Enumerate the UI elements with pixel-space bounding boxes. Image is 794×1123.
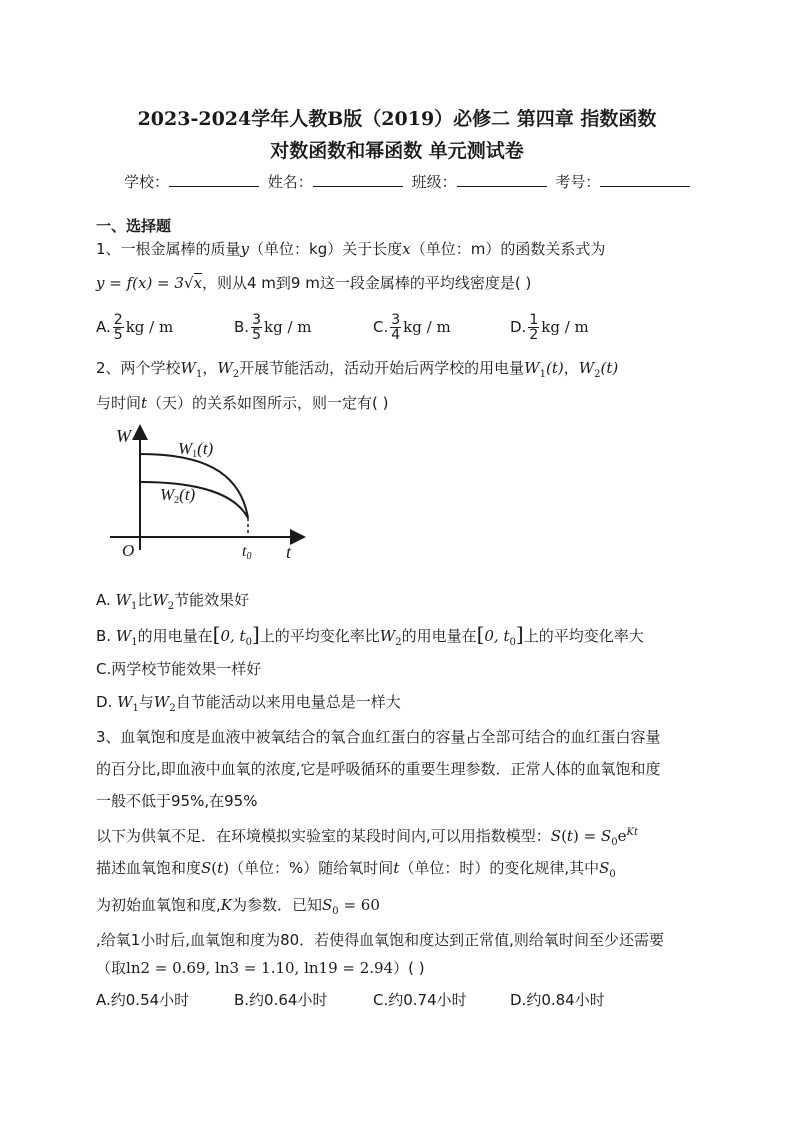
- q3-line5: 描述血氧饱和度S(t)（单位：%）随给氧时间t（单位：时）的变化规律,其中$S_0$: [96, 859, 616, 880]
- q3-option-d[interactable]: D.约0.84小时: [510, 991, 605, 1009]
- curve-w2-label: W2(t): [160, 485, 196, 506]
- q2-option-a[interactable]: A. $W_1$比$W_2$节能效果好: [96, 591, 250, 612]
- exam-title-line1: 2023-2024学年人教B版（2019）必修二 第四章 指数函数: [137, 108, 657, 130]
- q3-line8: （取ln2 = 0.69, ln3 = 1.10, ln19 = 2.94）( ): [96, 959, 425, 977]
- q1-line2: y = f(x) = 3√x，则从4 m到9 m这一段金属棒的平均线密度是( ): [96, 274, 532, 292]
- q3-line1: 3、血氧饱和度是血液中被氧结合的氧合血红蛋白的容量占全部可结合的血红蛋白容量: [96, 728, 661, 746]
- school-label: 学校：: [124, 173, 170, 191]
- q1-option-a[interactable]: A. $\frac{2}{5}$ kg / m: [96, 312, 174, 343]
- exam-no-label: 考号：: [555, 173, 601, 191]
- graph-origin-label: O: [122, 541, 135, 560]
- q2-line1: 2、两个学校$W_1$，$W_2$开展节能活动，活动开始后两学校的用电量$W_1(t)$，$W_2(t)$: [96, 359, 619, 380]
- q2-graph: [110, 420, 310, 560]
- q3-line6: 为初始血氧饱和度,K为参数．已知$S_0 = 60$: [96, 896, 380, 917]
- q2-line2: 与时间t（天）的关系如图所示，则一定有( ): [96, 394, 389, 412]
- section-heading: 一、选择题: [96, 217, 172, 235]
- q3-line2: 的百分比,即血液中血氧的浓度,它是呼吸循环的重要生理参数．正常人体的血氧饱和度: [96, 760, 661, 778]
- school-blank: [169, 172, 259, 187]
- exam-no-blank: [600, 172, 690, 187]
- q2-option-d[interactable]: D. $W_1$与$W_2$自节能活动以来用电量总是一样大: [96, 693, 401, 714]
- student-info-line: [124, 172, 694, 192]
- q1-option-d[interactable]: D. $\frac{1}{2}$ kg / m: [510, 312, 589, 343]
- exam-title-line2: 对数函数和幂函数 单元测试卷: [270, 140, 524, 162]
- q2-option-b[interactable]: B. $W_1$的用电量在[0, $t_0$]上的平均变化率比$W_2$的用电量在[0, $t_0$]上的平均变化率大: [96, 622, 644, 648]
- q3-line7: ,给氧1小时后,血氧饱和度为80．若使得血氧饱和度达到正常值,则给氧时间至少还需要: [96, 931, 664, 949]
- graph-t0-label: t0: [242, 543, 252, 560]
- curve-w1-label: W1(t): [178, 439, 214, 460]
- q3-line4: 以下为供氧不足．在环境模拟实验室的某段时间内,可以用指数模型：$S(t) = S_0e^{Kt}$: [96, 827, 638, 848]
- class-label: 班级：: [411, 173, 457, 191]
- q2-option-c[interactable]: C.两学校节能效果一样好: [96, 660, 262, 678]
- class-blank: [457, 172, 547, 187]
- q3-line3: 一般不低于95%,在95%: [96, 792, 258, 810]
- graph-y-label: W: [116, 426, 131, 446]
- q3-option-b[interactable]: B.约0.64小时: [234, 991, 328, 1009]
- name-blank: [313, 172, 403, 187]
- name-label: 姓名：: [267, 173, 313, 191]
- q1-option-b[interactable]: B. $\frac{3}{5}$ kg / m: [234, 312, 312, 343]
- q3-option-c[interactable]: C.约0.74小时: [373, 991, 467, 1009]
- q3-option-a[interactable]: A.约0.54小时: [96, 991, 190, 1009]
- q1-line1: 1、一根金属棒的质量y（单位：kg）关于长度x（单位：m）的函数关系式为: [96, 240, 606, 258]
- graph-x-label: t: [286, 542, 292, 560]
- q1-option-c[interactable]: C. $\frac{3}{4}$ kg / m: [373, 312, 451, 343]
